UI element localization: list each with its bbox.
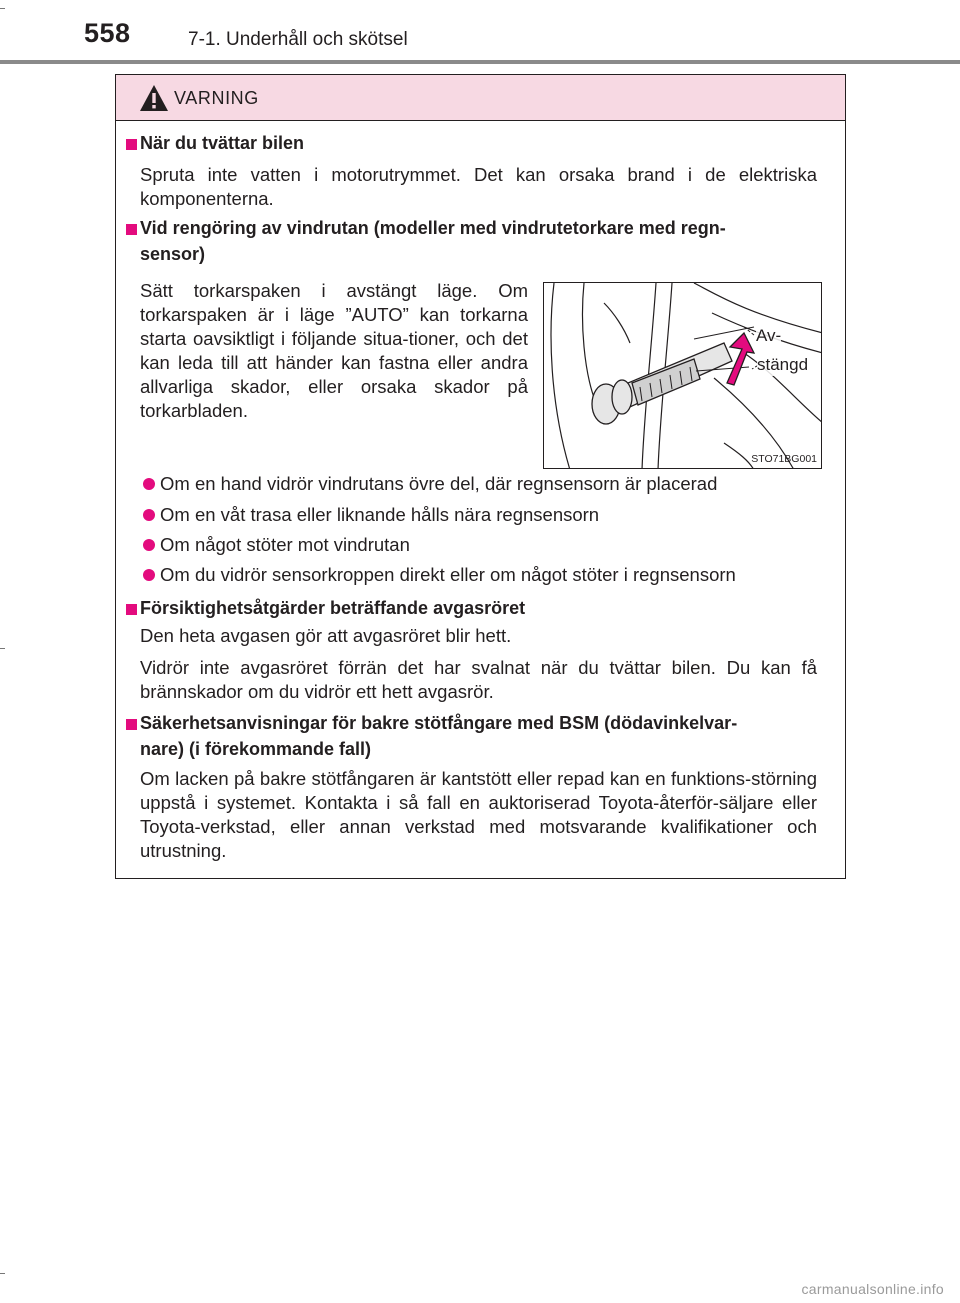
warning-header bbox=[116, 75, 845, 121]
bullet-text: Om en hand vidrör vindrutans övre del, där regnsensorn är placerad bbox=[160, 473, 718, 494]
warning-title: VARNING bbox=[174, 88, 259, 108]
item-title-line2: sensor) bbox=[140, 244, 206, 264]
item-title: Försiktighetsåtgärder beträffande avgasröret bbox=[140, 598, 526, 618]
warning-box bbox=[115, 74, 846, 879]
crop-mark bbox=[0, 1273, 5, 1274]
item-title-line1: Säkerhetsanvisningar för bakre stötfångare med BSM (dödavinkelvar- bbox=[140, 713, 738, 733]
figure-code: STO71BG001 bbox=[751, 453, 817, 465]
crop-mark bbox=[0, 648, 5, 649]
bullet-text: Om en våt trasa eller liknande hålls nära regnsensorn bbox=[160, 504, 600, 525]
item-title-line2: nare) (i förekommande fall) bbox=[140, 739, 372, 759]
wiper-lever-figure bbox=[543, 282, 822, 469]
round-bullet-icon bbox=[143, 539, 155, 551]
crop-mark bbox=[0, 8, 5, 9]
item-text: Sätt torkarspaken i avstängt läge. Om torkarspaken är i läge ”AUTO” kan torkarna starta oavsiktligt i följande situa-tioner, och det kan leda till att händer kan fastna eller andra allvarliga skador, eller orsaka skador på torkarbladen. bbox=[140, 280, 528, 421]
item-title-line1: Vid rengöring av vindrutan (modeller med vindrutetorkare med regn- bbox=[140, 218, 726, 238]
round-bullet-icon bbox=[143, 509, 155, 521]
item-text: Spruta inte vatten i motorutrymmet. Det kan orsaka brand i de elektriska komponenterna. bbox=[140, 164, 817, 209]
figure-label-line2: stängd bbox=[757, 355, 809, 374]
item-title: När du tvättar bilen bbox=[140, 133, 305, 153]
bullet-text: Om du vidrör sensorkroppen direkt eller om något stöter i regnsensorn bbox=[160, 564, 736, 585]
round-bullet-icon bbox=[143, 569, 155, 581]
bullet-text: Om något stöter mot vindrutan bbox=[160, 534, 410, 555]
page-number: 558 bbox=[84, 18, 131, 48]
square-bullet-icon bbox=[126, 604, 137, 615]
square-bullet-icon bbox=[126, 139, 137, 150]
header-rule bbox=[0, 60, 960, 64]
item-text: Vidrör inte avgasröret förrän det har svalnat när du tvättar bilen. Du kan få brännskador om du vidrör ett hett avgasrör. bbox=[140, 657, 817, 702]
square-bullet-icon bbox=[126, 719, 137, 730]
round-bullet-icon bbox=[143, 478, 155, 490]
warning-triangle-icon bbox=[139, 84, 169, 112]
item-text: Den heta avgasen gör att avgasröret blir hett. bbox=[140, 625, 512, 646]
section-title: 7-1. Underhåll och skötsel bbox=[188, 29, 408, 50]
figure-label-line1: Av- bbox=[756, 326, 782, 345]
wiper-lever-illustration bbox=[544, 283, 822, 469]
item-text: Om lacken på bakre stötfångaren är kantstött eller repad kan en funktions-störning uppstå i systemet. Kontakta i så fall en auktoriserad Toyota-återför-säljare eller Toyota-verkstad, eller annan verkstad med motsvarande kvalifikationer och utrustning. bbox=[140, 768, 817, 861]
watermark: carmanualsonline.info bbox=[801, 1281, 944, 1297]
square-bullet-icon bbox=[126, 224, 137, 235]
